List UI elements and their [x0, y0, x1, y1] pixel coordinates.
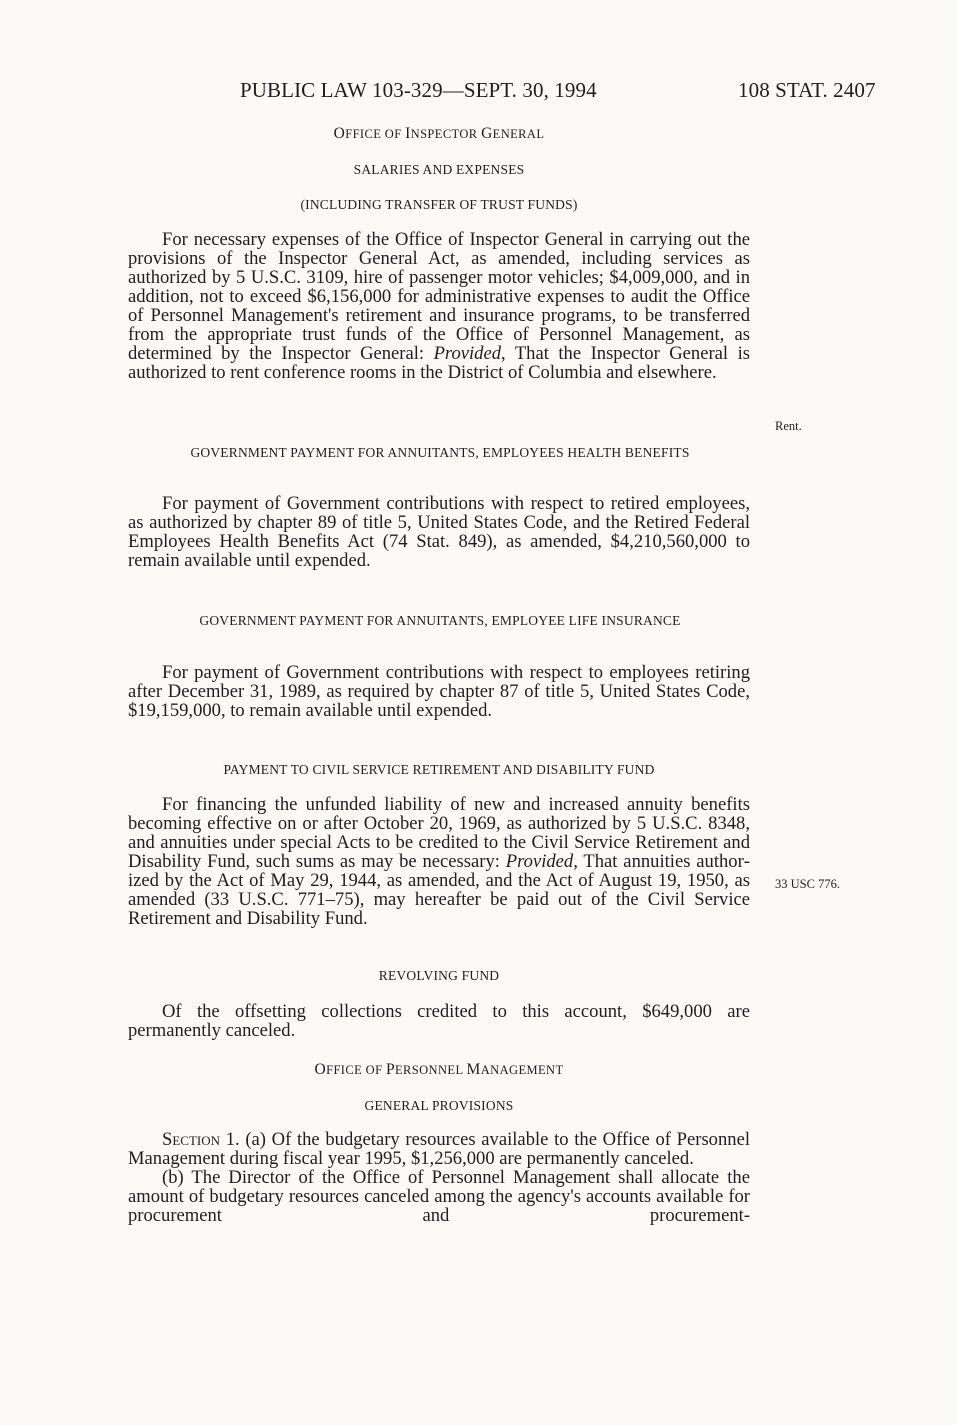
life-paragraph: For payment of Government contributions with respect to employees retiring after December 31, 1989, as required by chapter 87 of title 5, United States Code, $19,159,000, to remain available until expended.: [128, 662, 750, 721]
oig-section: [128, 125, 750, 143]
margin-note-usc: 33 USC 776.: [775, 877, 840, 891]
revolving-paragraph: Of the offsetting collections credited to this account, $649,000 are permanently canceled.: [128, 1001, 750, 1041]
opm-section-1a: Section 1. (a) Of the budgetary resources available to the Office of Personnel Management during fiscal year 1995, $1,256,000 are permanently canceled.: [128, 1129, 750, 1169]
running-head-stat: 108 STAT. 2407: [738, 78, 876, 102]
oig-agency-heading: OFFICE OF INSPECTOR GENERAL: [333, 125, 545, 142]
health-paragraph: For payment of Government contributions with respect to retired employees, as authorized by chapter 89 of title 5, United States Code, and the Retired Federal Employees Health Benefits Act (74 Stat. 849), as amended, $4,210,560,000 to remain available until expended.: [128, 493, 750, 571]
retirement-paragraph: For financing the unfunded liability of new and increased annuity benefits becoming effective on or after October 20, 1969, as authorized by 5 U.S.C. 8348, and annuities under special Acts to be credited to the Civil Service Retirement and Disability Fund, such sums as may be necessary: Provided, That annuities authorized by the Act of May 29, 1944, as amended, and the Act of August 19, 1950, as amended (33 U.S.C. 771–75), may hereafter be paid out of the Civil Service Retirement and Disability Fund.: [128, 794, 750, 929]
opm-section-1b: (b) The Director of the Office of Personnel Management shall allocate the amount of budgetary resources canceled among the agency's accounts available for procurement and procurement-: [128, 1167, 750, 1226]
oig-transfer-heading: (INCLUDING TRANSFER OF TRUST FUNDS): [300, 197, 578, 212]
margin-note-rent: Rent.: [775, 419, 802, 433]
oig-paragraph: For necessary expenses of the Office of Inspector General in carrying out the provisions of the Inspector General Act, as amended, including services as authorized by 5 U.S.C. 3109, hire of passenger motor vehicles; $4,009,000, and in addition, not to exceed $6,156,000 for administrative expenses to audit the Office of Personnel Management's retirement and insurance programs, to be transferred from the appropriate trust funds of the Office of Personnel Management, as determined by the Inspector General: Provided, That the Inspector General is authorized to rent conference rooms in the District of Columbia and elsewhere.: [128, 229, 750, 383]
life-heading: GOVERNMENT PAYMENT FOR ANNUITANTS, EMPLOYEE LIFE INSURANCE: [199, 613, 681, 628]
revolving-heading: REVOLVING FUND: [378, 968, 500, 983]
retirement-heading: PAYMENT TO CIVIL SERVICE RETIREMENT AND DISABILITY FUND: [223, 762, 655, 777]
opm-general-provisions-heading: GENERAL PROVISIONS: [364, 1098, 514, 1113]
running-head-title: PUBLIC LAW 103-329—SEPT. 30, 1994: [240, 78, 597, 102]
oig-salaries-heading: SALARIES AND EXPENSES: [353, 162, 525, 177]
opm-agency-heading: OFFICE OF PERSONNEL MANAGEMENT: [314, 1061, 564, 1078]
health-heading: GOVERNMENT PAYMENT FOR ANNUITANTS, EMPLOYEES HEALTH BENEFITS: [190, 445, 690, 460]
